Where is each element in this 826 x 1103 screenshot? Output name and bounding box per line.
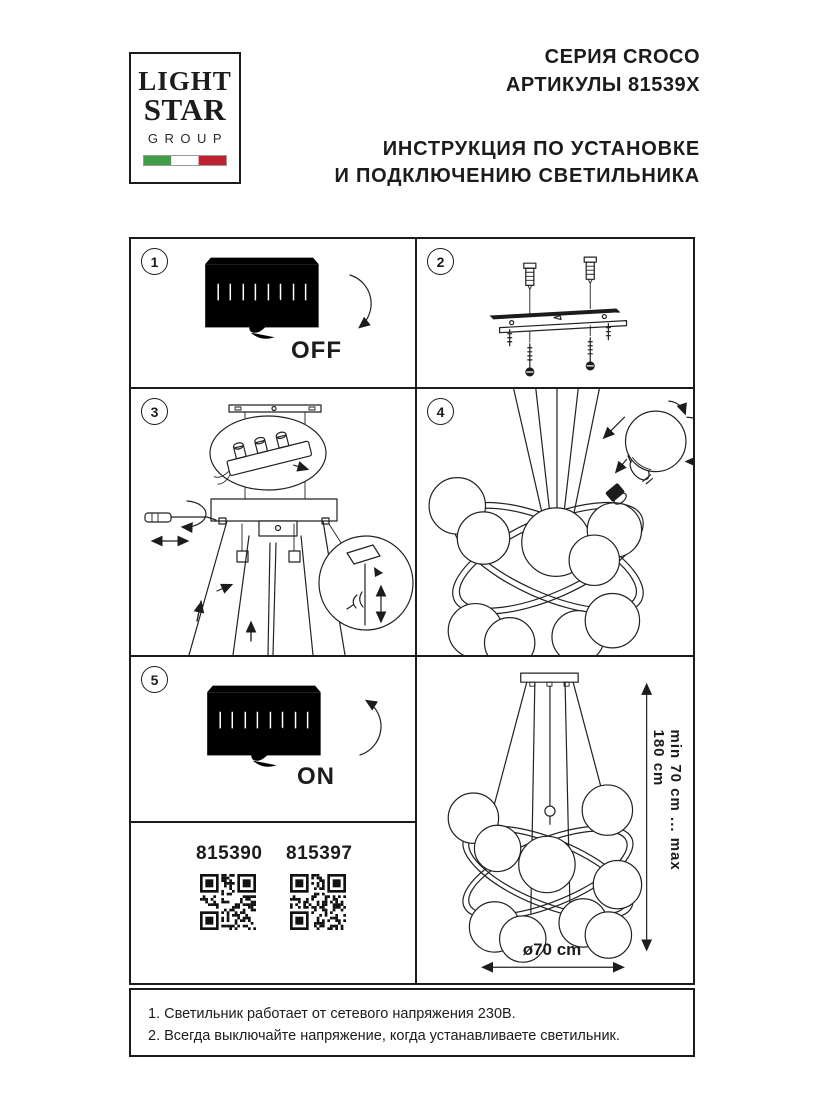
footer-notes [129,988,695,1057]
footer-note-2: 2. Всегда выключайте напряжение, когда устанавливаете светильник. [148,1028,620,1044]
footer-note-1: 1. Светильник работает от сетевого напряжения 230В. [148,1006,516,1022]
step-1-number: 1 [141,248,168,275]
step-2-panel [417,239,693,389]
globe-assembly-drawing [417,389,693,657]
article-number: 815397 [286,843,353,864]
italian-flag-bar [143,155,227,166]
instruction-title-line2: И ПОДКЛЮЧЕНИЮ СВЕТИЛЬНИКА [334,165,700,187]
article-number: 815390 [196,843,263,864]
lightstar-logo [129,52,241,184]
logo-word-star: STAR [143,92,227,127]
off-label: OFF [291,337,342,364]
breaker-on-drawing [131,657,415,821]
step-4-panel [417,389,693,657]
diameter-dimension-label: ø70 cm [522,940,582,959]
logo-word-group: GROUP [147,131,229,146]
step-3-number: 3 [141,398,168,425]
article-815397 [286,843,353,983]
article-codes-panel [131,823,417,983]
logo-word-light: LIGHT [138,66,232,96]
step-4-number: 4 [427,398,454,425]
bracket-drawing [417,239,693,388]
qr-code [200,874,256,930]
breaker-off-drawing [131,239,415,387]
step-3-panel [131,389,417,657]
article-815390 [196,843,263,983]
height-dimension-label: min 70 cm ... max 180 cm [650,729,684,871]
instruction-title [334,136,700,190]
qr-code [290,874,346,930]
step-1-panel [131,239,417,389]
instruction-title-line1: ИНСТРУКЦИЯ ПО УСТАНОВКЕ [382,138,700,160]
step-5-number: 5 [141,666,168,693]
series-title: СЕРИЯ CROCO [544,46,700,68]
step-2-number: 2 [427,248,454,275]
steps-grid [129,237,695,985]
canopy-wiring-drawing [131,389,415,655]
dimensions-panel [417,657,693,983]
articles-title: АРТИКУЛЫ 81539X [505,74,700,96]
step-5-panel [131,657,417,823]
on-label: ON [297,763,335,790]
